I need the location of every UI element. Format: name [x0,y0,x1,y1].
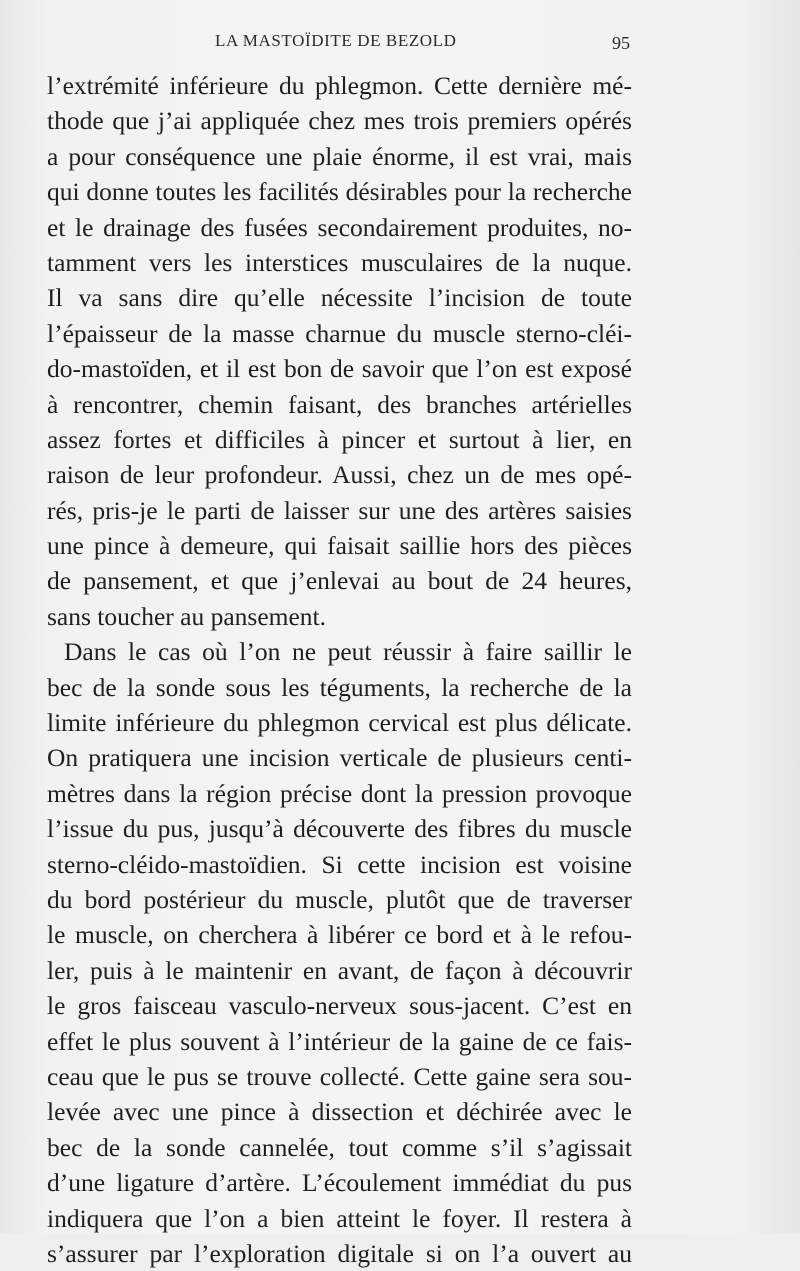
text-line: sans toucher au pansement. [47,601,326,631]
text-line: bec de la sonde cannelée, tout comme s’il s’agissait [47,1132,632,1162]
text-line: s’assurer par l’exploration digitale si on l’a ouvert au [47,1238,632,1268]
text-line: sterno-cléido-mastoïdien. Si cette incision est voisine [47,849,632,879]
text-line: bec de la sonde sous les téguments, la recherche de la [47,672,632,702]
text-line: et le drainage des fusées secondairement produites, no- [47,212,632,242]
text-line: l’issue du pus, jusqu’à découverte des fibres du muscle [47,814,632,844]
text-line: a pour conséquence une plaie énorme, il est vrai, mais [47,141,632,171]
paragraph [47,68,632,634]
text-line: Il va sans dire qu’elle nécessite l’incision de toute [47,283,632,313]
running-title: LA MASTOÏDITE DE BEZOLD [215,31,457,50]
text-line: assez fortes et difficiles à pincer et surtout à lier, en [47,424,632,454]
page-number: 95 [612,33,630,53]
text-line: du bord postérieur du muscle, plutôt que de traverser [47,884,632,914]
text-line: ceau que le pus se trouve collecté. Cette gaine sera sou- [47,1061,632,1091]
text-line: le gros faisceau vasculo-nerveux sous-jacent. C’est en [47,991,632,1021]
text-line: une pince à demeure, qui faisait saillie hors des pièces [47,531,632,561]
text-line: do-mastoïden, et il est bon de savoir que l’on est exposé [47,354,632,384]
text-line: de pansement, et que j’enlevai au bout de 24 heures, [47,566,632,596]
text-line: ler, puis à le maintenir en avant, de façon à découvrir [47,955,632,985]
text-line: l’extrémité inférieure du phlegmon. Cette dernière mé- [47,71,632,100]
text-line: d’une ligature d’artère. L’écoulement immédiat du pus [47,1168,632,1198]
text-line: effet le plus souvent à l’intérieur de la gaine de ce fais- [47,1026,632,1056]
text-line: On pratiquera une incision verticale de plusieurs centi- [47,743,632,773]
text-line: thode que j’ai appliquée chez mes trois premiers opérés [47,106,632,136]
body-text [47,68,632,1271]
text-line: Dans le cas où l’on ne peut réussir à faire saillir le [64,637,632,667]
text-line: mètres dans la région précise dont la pression provoque [47,778,632,808]
text-line: indiquera que l’on a bien atteint le foyer. Il restera à [47,1203,632,1233]
text-line: limite inférieure du phlegmon cervical est plus délicate. [47,708,632,738]
text-line: rés, pris-je le parti de laisser sur une des artères saisies [47,495,632,525]
text-line: le muscle, on cherchera à libérer ce bord et à le refou- [47,920,632,950]
text-line: raison de leur profondeur. Aussi, chez un de mes opé- [47,460,632,490]
text-line: l’épaisseur de la masse charnue du muscle sterno-cléi- [47,318,632,348]
text-line: qui donne toutes les facilités désirables pour la recherche [47,177,632,207]
text-line: tamment vers les interstices musculaires de la nuque. [47,247,632,277]
paragraph [47,634,632,1271]
text-line: à rencontrer, chemin faisant, des branches artérielles [47,389,632,419]
page-header [0,31,800,55]
text-line: levée avec une pince à dissection et déchirée avec le [47,1097,632,1127]
